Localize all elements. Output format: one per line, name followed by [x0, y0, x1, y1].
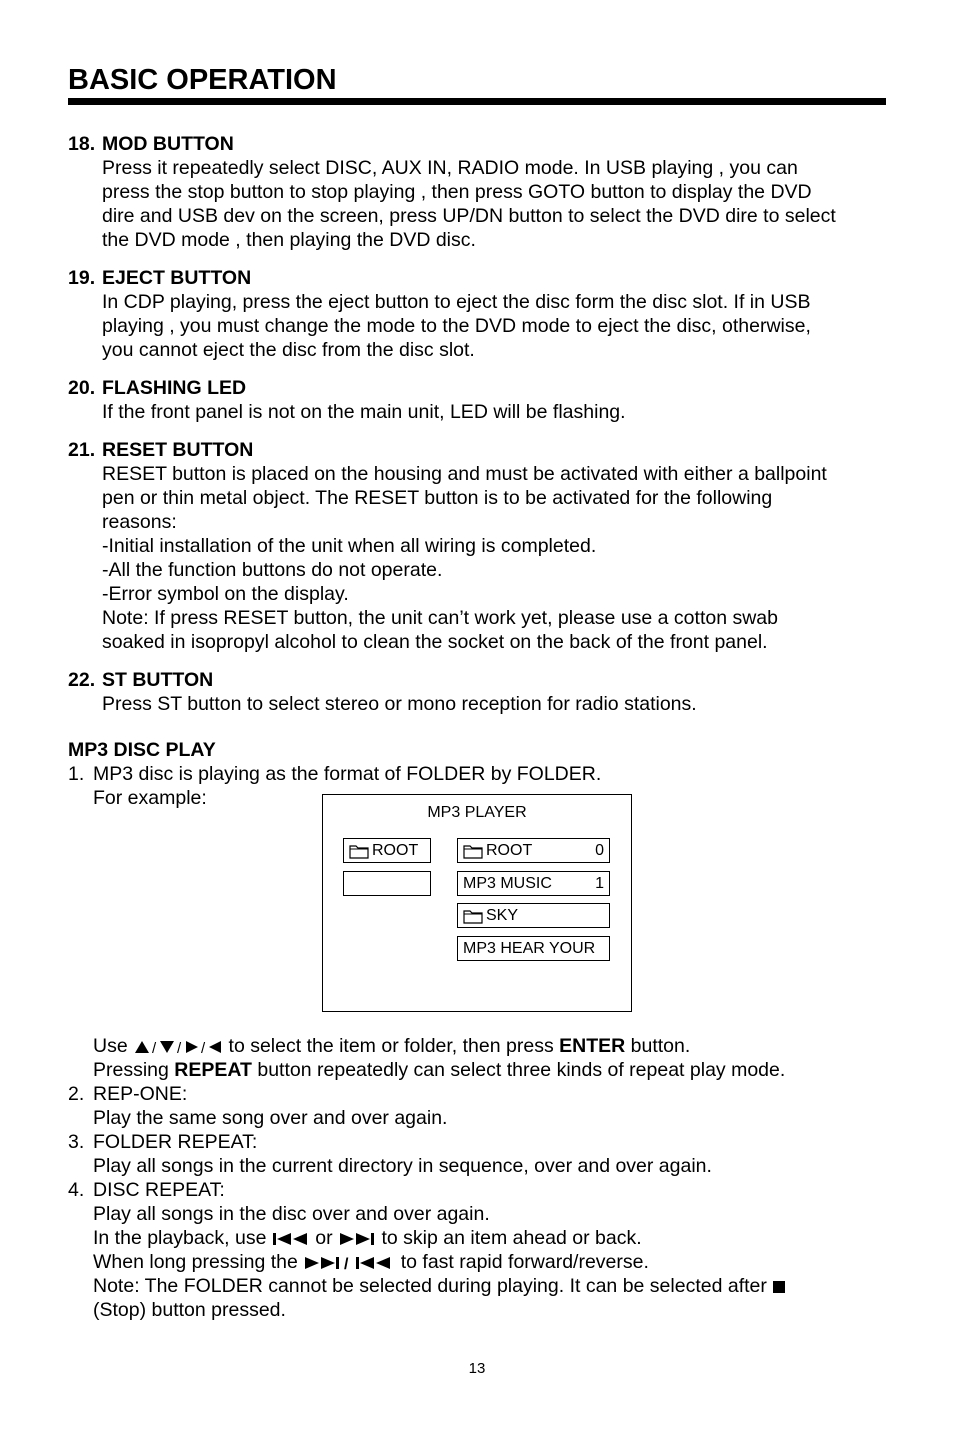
section-number: 21.: [68, 439, 96, 461]
page-title: BASIC OPERATION: [68, 64, 337, 96]
section-number: 19.: [68, 267, 96, 289]
mp3-player-title: MP3 PLAYER: [427, 804, 527, 821]
list-item: [68, 762, 898, 786]
svg-text:/: /: [152, 1039, 157, 1056]
playback-pre: In the playback, use: [93, 1227, 267, 1249]
section-mod-button: [68, 132, 898, 252]
stop-icon: [772, 1280, 786, 1294]
body-line: dire and USB dev on the screen, press UP/DN button to select the DVD dire to select: [102, 205, 836, 227]
body-line: In CDP playing, press the eject button to eject the disc form the disc slot. If in USB: [102, 291, 811, 313]
note-line: [68, 1274, 898, 1298]
list-text: Play the same song over and over again.: [93, 1107, 448, 1129]
list-item: [68, 1082, 898, 1106]
list-number: 3.: [68, 1131, 85, 1153]
body-line: you cannot eject the disc from the disc slot.: [102, 339, 475, 361]
left-folder-cell: [343, 838, 431, 863]
body-line: soaked in isopropyl alcohol to clean the socket on the back of the front panel.: [102, 631, 768, 653]
folder-icon: [463, 908, 483, 924]
pressing-post: button repeatedly can select three kinds of repeat play mode.: [251, 1059, 786, 1081]
enter-word: ENTER: [559, 1035, 626, 1057]
list-text: MP3 disc is playing as the format of FOLDER by FOLDER.: [93, 763, 602, 785]
cell-label: SKY: [486, 907, 519, 924]
cell-label: MP3 HEAR YOUR: [463, 940, 596, 957]
cell-label: ROOT: [486, 842, 533, 859]
list-title: DISC REPEAT:: [93, 1179, 225, 1201]
body-line: reasons:: [102, 511, 177, 533]
body-line: RESET button is placed on the housing and must be activated with either a ballpoint: [102, 463, 827, 485]
section-st-button: [68, 668, 898, 716]
list-text: Play all songs in the disc over and over again.: [93, 1203, 490, 1225]
arrow-keys-icon: [133, 1038, 223, 1056]
long-pre: When long pressing the: [93, 1251, 298, 1273]
right-cell-mp3-music: [457, 871, 610, 896]
list-number: 4.: [68, 1179, 85, 1201]
svg-text:/: /: [177, 1039, 182, 1056]
repeat-word: REPEAT: [174, 1059, 252, 1081]
playback-or: or: [309, 1227, 339, 1249]
folder-icon: [463, 843, 483, 859]
section-title: EJECT BUTTON: [102, 267, 252, 289]
section-flashing-led: [68, 376, 898, 424]
svg-text:/: /: [344, 1255, 349, 1271]
pressing-line: [68, 1058, 898, 1082]
long-post: to fast rapid forward/reverse.: [395, 1251, 649, 1273]
example-row: [68, 786, 898, 1034]
folder-icon: [349, 843, 369, 859]
fast-forward-reverse-icon: [303, 1255, 395, 1271]
list-text: Play all songs in the current directory in sequence, over and over again.: [93, 1155, 712, 1177]
body-line: Press ST button to select stereo or mono reception for radio stations.: [102, 693, 697, 715]
cell-number: 1: [595, 875, 604, 892]
section-number: 18.: [68, 133, 96, 155]
body-line: Note: If press RESET button, the unit can’t work yet, please use a cotton swab: [102, 607, 778, 629]
body-line: press the stop button to stop playing , then press GOTO button to display the DVD: [102, 181, 812, 203]
use-pre: Use: [93, 1035, 128, 1057]
body-line: -Initial installation of the unit when all wiring is completed.: [102, 535, 597, 557]
note-pre: Note: The FOLDER cannot be selected during playing. It can be selected after: [93, 1275, 767, 1297]
list-title: REP-ONE:: [93, 1083, 188, 1105]
list-number: 1.: [68, 763, 85, 785]
section-eject-button: [68, 266, 898, 362]
section-title: ST BUTTON: [102, 669, 214, 691]
body-line: -All the function buttons do not operate.: [102, 559, 443, 581]
body-line: pen or thin metal object. The RESET button is to be activated for the following: [102, 487, 773, 509]
note-end: (Stop) button pressed.: [93, 1299, 286, 1321]
body-line: playing , you must change the mode to the DVD mode to eject the disc, otherwise,: [102, 315, 811, 337]
manual-content: [68, 132, 898, 1322]
left-empty-cell: [343, 871, 431, 896]
list-item: [68, 1130, 898, 1154]
cell-label: ROOT: [372, 842, 419, 859]
section-number: 22.: [68, 669, 96, 691]
mp3-section-title: MP3 DISC PLAY: [68, 739, 216, 761]
playback-line: [68, 1226, 898, 1250]
body-line: Press it repeatedly select DISC, AUX IN, RADIO mode. In USB playing , you can: [102, 157, 798, 179]
section-title: RESET BUTTON: [102, 439, 254, 461]
section-reset-button: [68, 438, 898, 654]
use-end: button.: [625, 1035, 691, 1057]
body-line: If the front panel is not on the main unit, LED will be flashing.: [102, 401, 626, 423]
playback-post: to skip an item ahead or back.: [376, 1227, 642, 1249]
next-track-icon: [338, 1231, 376, 1247]
example-label: For example:: [93, 787, 207, 809]
right-cell-sky: [457, 903, 610, 928]
pressing-pre: Pressing: [93, 1059, 175, 1081]
previous-track-icon: [272, 1231, 310, 1247]
right-cell-mp3-hear-your: [457, 936, 610, 961]
use-arrows-line: [68, 1034, 898, 1058]
list-item: [68, 1178, 898, 1202]
cell-number: 0: [595, 842, 604, 859]
body-line: -Error symbol on the display.: [102, 583, 349, 605]
svg-text:/: /: [201, 1039, 206, 1056]
body-line: the DVD mode , then playing the DVD disc.: [102, 229, 476, 251]
list-number: 2.: [68, 1083, 85, 1105]
right-cell-root: [457, 838, 610, 863]
list-title: FOLDER REPEAT:: [93, 1131, 258, 1153]
title-rule: [68, 98, 886, 105]
long-press-line: [68, 1250, 898, 1274]
section-number: 20.: [68, 377, 96, 399]
mp3-player-diagram: [322, 794, 632, 1012]
use-post: to select the item or folder, then press: [223, 1035, 560, 1057]
section-title: MOD BUTTON: [102, 133, 234, 155]
cell-label: MP3 MUSIC: [463, 875, 552, 892]
section-title: FLASHING LED: [102, 377, 247, 399]
page-number: 13: [468, 1360, 486, 1377]
